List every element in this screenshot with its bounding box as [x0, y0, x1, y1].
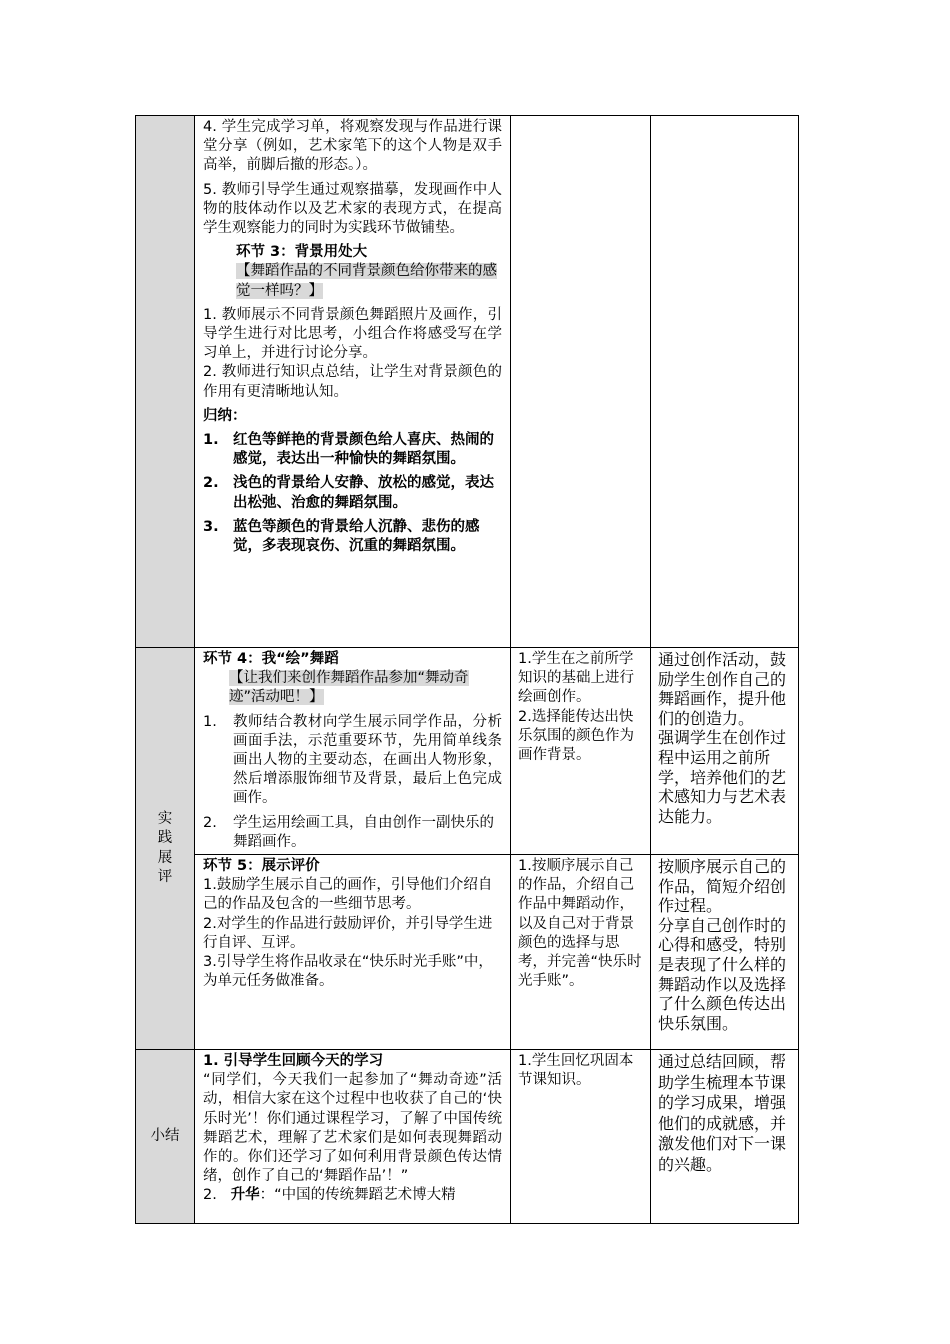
design-intent-cell	[651, 648, 799, 855]
paragraph-step-4: 4. 学生完成学习单，将观察发现与作品进行课堂分享（例如，艺术家笔下的这个人物是双手高举，前脚后撤的形态。）。	[203, 119, 502, 174]
design-intent-cell	[651, 116, 799, 648]
activity-cell	[195, 116, 511, 648]
activity-cell	[195, 648, 511, 855]
student-activity-cell	[511, 116, 651, 648]
student-activity-cell	[511, 1050, 651, 1224]
paragraph-step-5: 5. 教师引导学生通过观察描摹，发现画作中人物的肢体动作以及艺术家的表现方式，在提高学生观察能力的同时为实践环节做铺垫。	[203, 181, 502, 237]
design-intent-text: 通过总结回顾，帮助学生梳理本节课的学习成果，增强他们的成就感，并激发他们对下一课的兴趣。	[658, 1052, 787, 1174]
student-activity-cell	[511, 855, 651, 1050]
design-intent-text: 强调学生在创作过程中运用之前所学，培养他们的艺术感知力与艺术表达能力。	[658, 728, 787, 826]
segment-4-step: 2. 学生运用绘画工具，自由创作一副快乐的舞蹈画作。	[203, 814, 494, 850]
stage-cell-empty	[136, 116, 195, 648]
design-intent-text: 分享自己创作时的心得和感受，特别是表现了什么样的舞蹈动作以及选择了什么颜色传达出快乐氛围。	[658, 915, 787, 1033]
design-intent-text: 按顺序展示自己的作品，简短介绍创作过程。	[658, 857, 787, 916]
stage-cell-summary: 小结	[136, 1050, 195, 1224]
table-row-segment-5	[136, 855, 799, 1050]
student-activity-cell	[511, 648, 651, 855]
segment-4-step: 1. 教师结合教材向学生展示同学作品，分析画面手法，示范重要环节，先用简单线条画出人物的主要动态，在画出人物形象，然后增添服饰细节及背景，最后上色完成画作。	[203, 713, 502, 807]
conclusion-item: 3. 蓝色等颜色的背景给人沉静、悲伤的感觉，多表现哀伤、沉重的舞蹈氛围。	[203, 518, 480, 555]
segment-3-question: 【舞蹈作品的不同背景颜色给你带来的感觉一样吗？】	[236, 263, 497, 299]
segment-5-step-2: 2.对学生的作品进行鼓励评价，并引导学生进行自评、互评。	[203, 915, 493, 951]
table-row-continuation	[136, 116, 799, 648]
stage-cell-practice: 实践展评	[136, 648, 195, 1050]
activity-cell	[195, 855, 511, 1050]
summary-item-1-title: 1. 引导学生回顾今天的学习	[203, 1053, 384, 1070]
student-activity-text: 1.学生在之前所学知识的基础上进行绘画创作。	[518, 651, 634, 706]
segment-4-question: 【让我们来创作舞蹈作品参加“舞动奇迹”活动吧！】	[229, 670, 469, 706]
segment-5-step-1: 1.鼓励学生展示自己的画作，引导他们介绍自己的作品及包含的一些细节思考。	[203, 877, 493, 913]
conclusion-item: 2. 浅色的背景给人安静、放松的感觉，表达出松弛、治愈的舞蹈氛围。	[203, 475, 494, 511]
summary-item-2: 2. 升华：“中国的传统舞蹈艺术博大精	[203, 1187, 456, 1204]
segment-5-step-3: 3.引导学生将作品收录在“快乐时光手账”中，为单元任务做准备。	[203, 954, 493, 990]
activity-cell	[195, 1050, 511, 1224]
segment-3-title: 环节 3：背景用处大	[236, 244, 368, 261]
segment-4-title: 环节 4：我“绘”舞蹈	[203, 651, 339, 667]
student-activity-text: 1.按顺序展示自己的作品，介绍自己作品中舞蹈动作，以及自己对于背景颜色的选择与思考，并完善“快乐时光手账”。	[518, 858, 642, 990]
lesson-plan-table	[135, 115, 799, 1224]
table-row-segment-4	[136, 648, 799, 855]
student-activity-text: 2.选择能传达出快乐氛围的颜色作为画作背景。	[518, 708, 634, 764]
design-intent-cell	[651, 1050, 799, 1224]
table-row-summary	[136, 1050, 799, 1224]
segment-5-title: 环节 5：展示评价	[203, 858, 320, 875]
design-intent-cell	[651, 855, 799, 1050]
segment-3-step-1: 1. 教师展示不同背景颜色舞蹈照片及画作，引导学生进行对比思考，小组合作将感受写在学习单上，并进行讨论分享。	[203, 306, 502, 362]
student-activity-text: 1.学生回忆巩固本节课知识。	[518, 1053, 634, 1089]
segment-3-step-2: 2. 教师进行知识点总结，让学生对背景颜色的作用有更清晰地认知。	[203, 364, 502, 400]
summary-label: 归纳：	[203, 407, 247, 424]
conclusion-item: 1. 红色等鲜艳的背景颜色给人喜庆、热闹的感觉，表达出一种愉快的舞蹈氛围。	[203, 432, 494, 468]
summary-quote: “同学们，今天我们一起参加了“舞动奇迹”活动，相信大家在这个过程中也收获了自己的‘快乐时光’！你们通过课程学习，了解了中国传统舞蹈艺术，理解了艺术家们是如何表现舞蹈动作的。你们还学习了如何利用背景颜色传达情绪，创作了自己的‘舞蹈作品’！”	[203, 1072, 502, 1185]
design-intent-text: 通过创作活动，鼓励学生创作自己的舞蹈画作，提升他们的创造力。	[658, 650, 787, 728]
